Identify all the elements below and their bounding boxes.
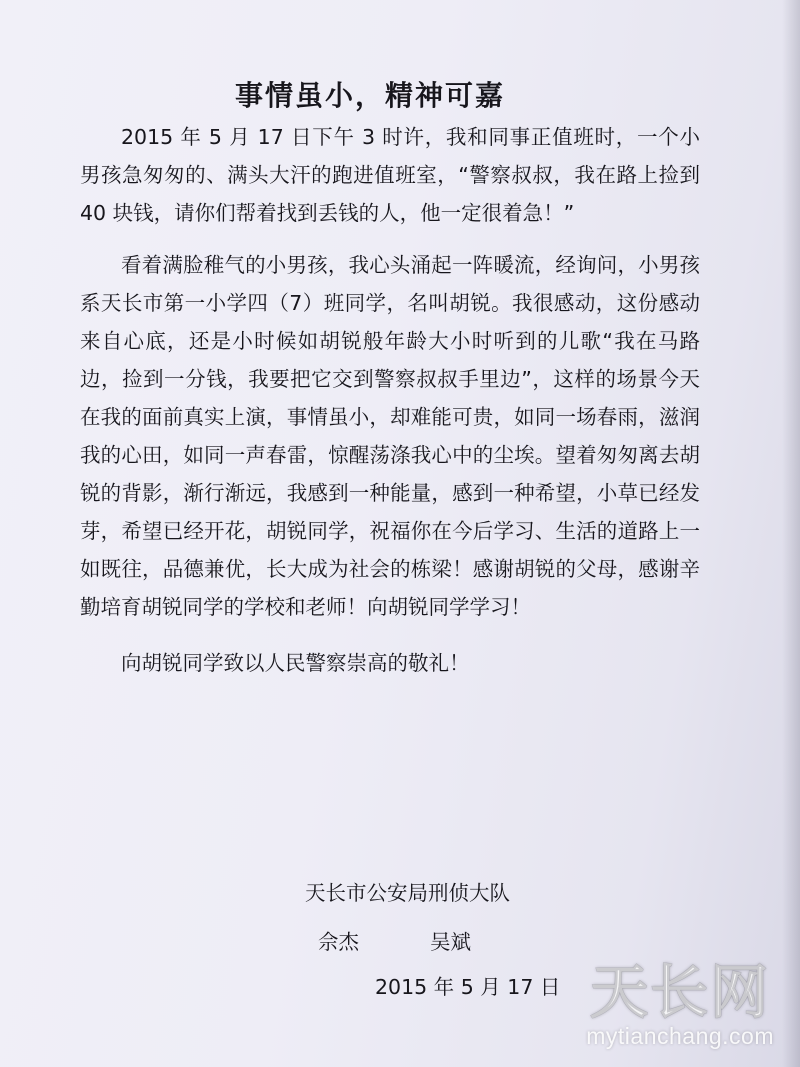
signature-person-2: 吴斌	[430, 930, 471, 954]
page-edge-shadow	[782, 0, 800, 1067]
paragraph-2: 看着满脸稚气的小男孩，我心头涌起一阵暖流，经询问，小男孩系天长市第一小学四（7）班同学，名叫胡锐。我很感动，这份感动来自心底，还是小时候如胡锐般年龄大小时听到的儿歌“我在马路边，捡到一分钱，我要把它交到警察叔叔手里边”，这样的场景今天在我的面前真实上演，事情虽小，却难能可贵，如同一场春雨，滋润我的心田，如同一声春雷，惊醒荡涤我心中的尘埃。望着匆匆离去胡锐的背影，渐行渐远，我感到一种能量，感到一种希望，小草已经发芽，希望已经开花，胡锐同学，祝福你在今后学习、生活的道路上一如既往，品德兼优，长大成为社会的栋梁！感谢胡锐的父母，感谢辛勤培育胡锐同学的学校和老师！向胡锐同学学习！	[80, 253, 700, 619]
salute-line: 向胡锐同学致以人民警察崇高的敬礼！	[121, 651, 470, 675]
paragraph-1: 2015 年 5 月 17 日下午 3 时许，我和同事正值班时，一个小男孩急匆匆的、满头大汗的跑进值班室，“警察叔叔，我在路上捡到 40 块钱，请你们帮着找到丢钱的人，他一定很着急！”	[80, 125, 700, 225]
signature-date: 2015 年 5 月 17 日	[375, 975, 561, 999]
site-watermark	[586, 958, 774, 1049]
document-title: 事情虽小，精神可嘉	[234, 79, 505, 112]
document-body	[80, 118, 700, 682]
signature-organization: 天长市公安局刑侦大队	[305, 881, 510, 905]
signature-person-1: 佘杰	[318, 930, 359, 954]
watermark-url: mytianchang.com	[586, 1023, 774, 1049]
watermark-logo: 天长网	[590, 958, 771, 1026]
